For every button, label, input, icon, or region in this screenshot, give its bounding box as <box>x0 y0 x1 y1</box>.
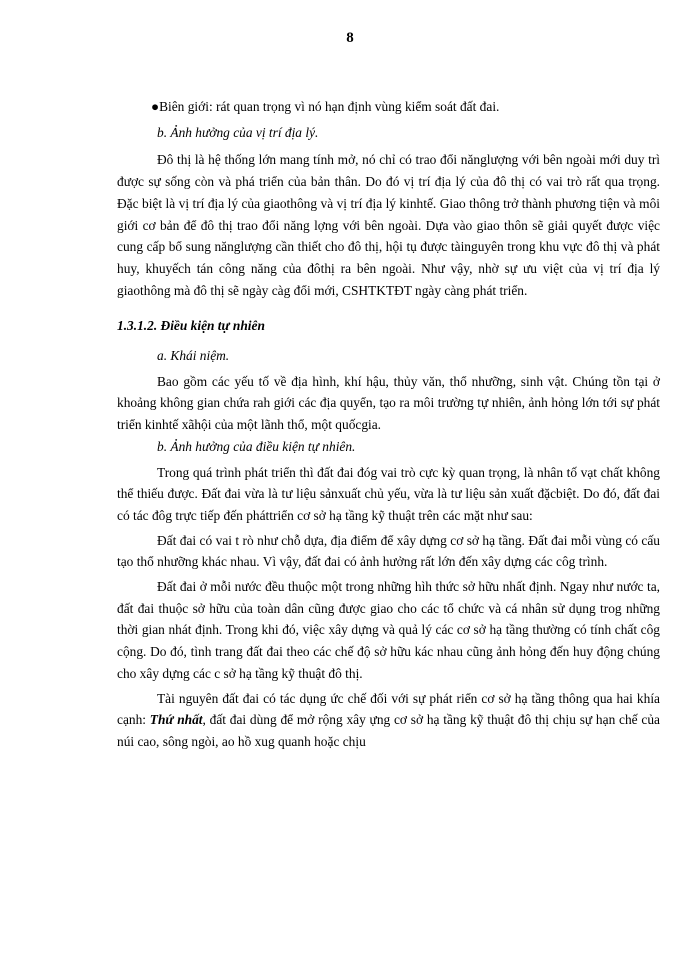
emphasis-first: Thứ nhất <box>149 712 203 728</box>
page-body <box>117 96 660 753</box>
paragraph-land-support: Đất đai có vai t rò như chỗ dựa, địa điểm để xây dựng cơ sở hạ tầng. Đất đai mỗi vùng có cấu tạo thổ nhưỡng khác nhau. Vì vậy, đất đai có ảnh hưởng rất lớn đến xây dựng các côg trình. <box>117 532 660 570</box>
subheading-concept: a. Khái niệm. <box>157 348 230 364</box>
section-heading: 1.3.1.2. Điều kiện tự nhiên <box>117 318 265 334</box>
subheading-location: b. Ảnh hưởng của vị trí địa lý. <box>157 124 319 140</box>
paragraph-land-resources <box>117 688 660 753</box>
paragraph-text: Tài nguyên đất đai có tác dụng ức chế đối với sự phát riển cơ sở hạ tầng thông qua hai khía cạnh: <box>117 690 660 728</box>
paragraph-text-cont: , đất đai dùng để mở rộng xây ựng cơ sở hạ tầng kỹ thuật đô thị chịu sự hạn chế của núi cao, sông ngòi, ao hồ xug quanh hoặc chịu <box>117 712 660 749</box>
page-number: 8 <box>346 30 354 46</box>
paragraph-concept: Bao gồm các yếu tố về địa hình, khí hậu, thủy văn, thổ nhưỡng, sinh vật. Chúng tồn tại ở khoảng không gian chứa rah giới các địa quyển, tạo ra môi trường tự nhiên, ảnh hỏng lớn tới sự phát triển kinhtế xãhội của một lãnh thổ, một quốcgia. <box>117 373 660 433</box>
subheading-natural-conditions: b. Ảnh hưởng của điều kiện tự nhiên. <box>157 438 356 454</box>
paragraph-location: Đô thị là hệ thống lớn mang tính mở, nó chỉ có trao đổi nănglượng với bên ngoài mới duy trì được sự sống còn và phá triển của bản thân. Do đó vị trí địa lý của đô thị có vai trò rất qua trọng. Đặc biệt là vị trí địa lý của giaothông và vị trí địa lý kinhtế. Giao thông trở thành phương tiện và môi giới cơ bản để đô thị trao đổi năng lợng với bên ngoài. Dựa vào giao thôn sẽ giải quyết được việc cung cấp bổ sung nănglượng cần thiết cho đô thị, hội tụ được tàinguyên trong khu vực đô thị và phát huy, khuyếch tán công năng của đôthị ra bên ngoài. Như vậy, nhờ sự ưu việt của vị trí địa lý giaothông mà đô thị sẽ ngày càg đổi mới, CSHTKTĐT ngày càng phát triển. <box>117 152 660 298</box>
paragraph-land-role: Trong quá trình phát triển thì đất đai đóg vai trò cực kỳ quan trọng, là nhân tố vạt chất không thể thiếu được. Đất đai vừa là tư liệu sảnxuất chủ yếu, vừa là tư liệu sản xuất đặcbiệt. Do đó, đất đai có tác đôg trực tiếp đến pháttriển cơ sở hạ tầng kỹ thuật trên các mặt như sau: <box>117 464 660 523</box>
paragraph-land-ownership: Đất đai ở mỗi nước đều thuộc một trong những hìh thức sở hữu nhất định. Ngay như nước ta, đất đai thuộc sở hữu của toàn dân cũng được giao cho các tổ chức và cá nhân sử dụng trog những thời gian nhát định. Trong khi đó, việc xây dựng và quả lý các cơ sở hạ tầng thường có tính chất côg cộng. Do đó, tình trang đất đai theo các chế độ sở hữu kác nhau cũng ảnh hỏng đến huy động chúng cho xây dựng các c sở hạ tầng kỹ thuật đô thị. <box>117 579 660 681</box>
bullet-item-border: ●Biên giới: rát quan trọng vì nó hạn định vùng kiểm soát đất đai. <box>151 99 500 114</box>
